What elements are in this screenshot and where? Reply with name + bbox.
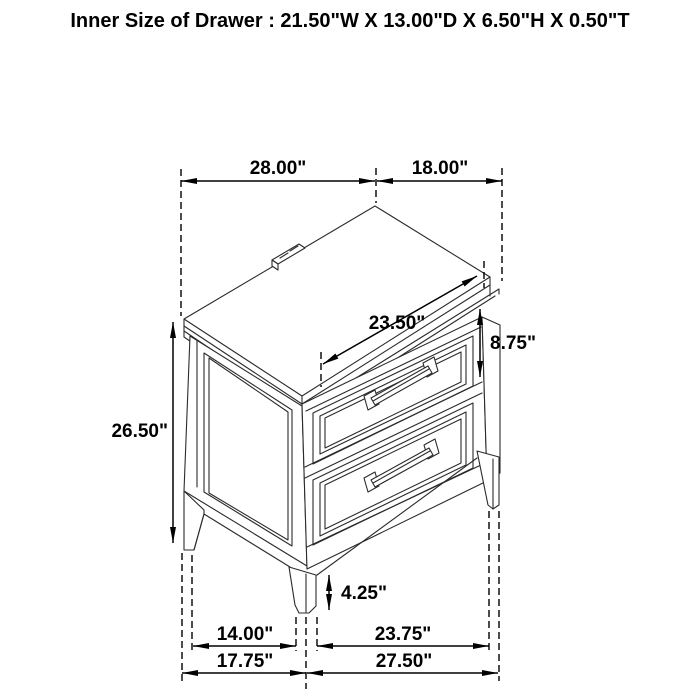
dim-label-side-leg-clearance: 14.00"	[216, 624, 274, 645]
dim-label-leg-height: 4.25"	[341, 583, 387, 604]
dim-label-front-leg-clearance: 23.75"	[374, 624, 432, 645]
dim-label-overall-height: 26.50"	[111, 421, 168, 442]
dim-label-side-overall-depth: 17.75"	[216, 651, 274, 672]
dim-label-front-opening-width: 23.50"	[368, 313, 426, 334]
dim-label-front-overall-width: 27.50"	[375, 651, 433, 672]
dim-label-top-section-height: 8.75"	[490, 333, 536, 354]
dim-label-top-width: 28.00"	[249, 158, 307, 179]
dim-label-top-depth: 18.00"	[411, 158, 469, 179]
page-title: Inner Size of Drawer : 21.50"W X 13.00"D X 6.50"H X 0.50"T	[70, 10, 630, 32]
